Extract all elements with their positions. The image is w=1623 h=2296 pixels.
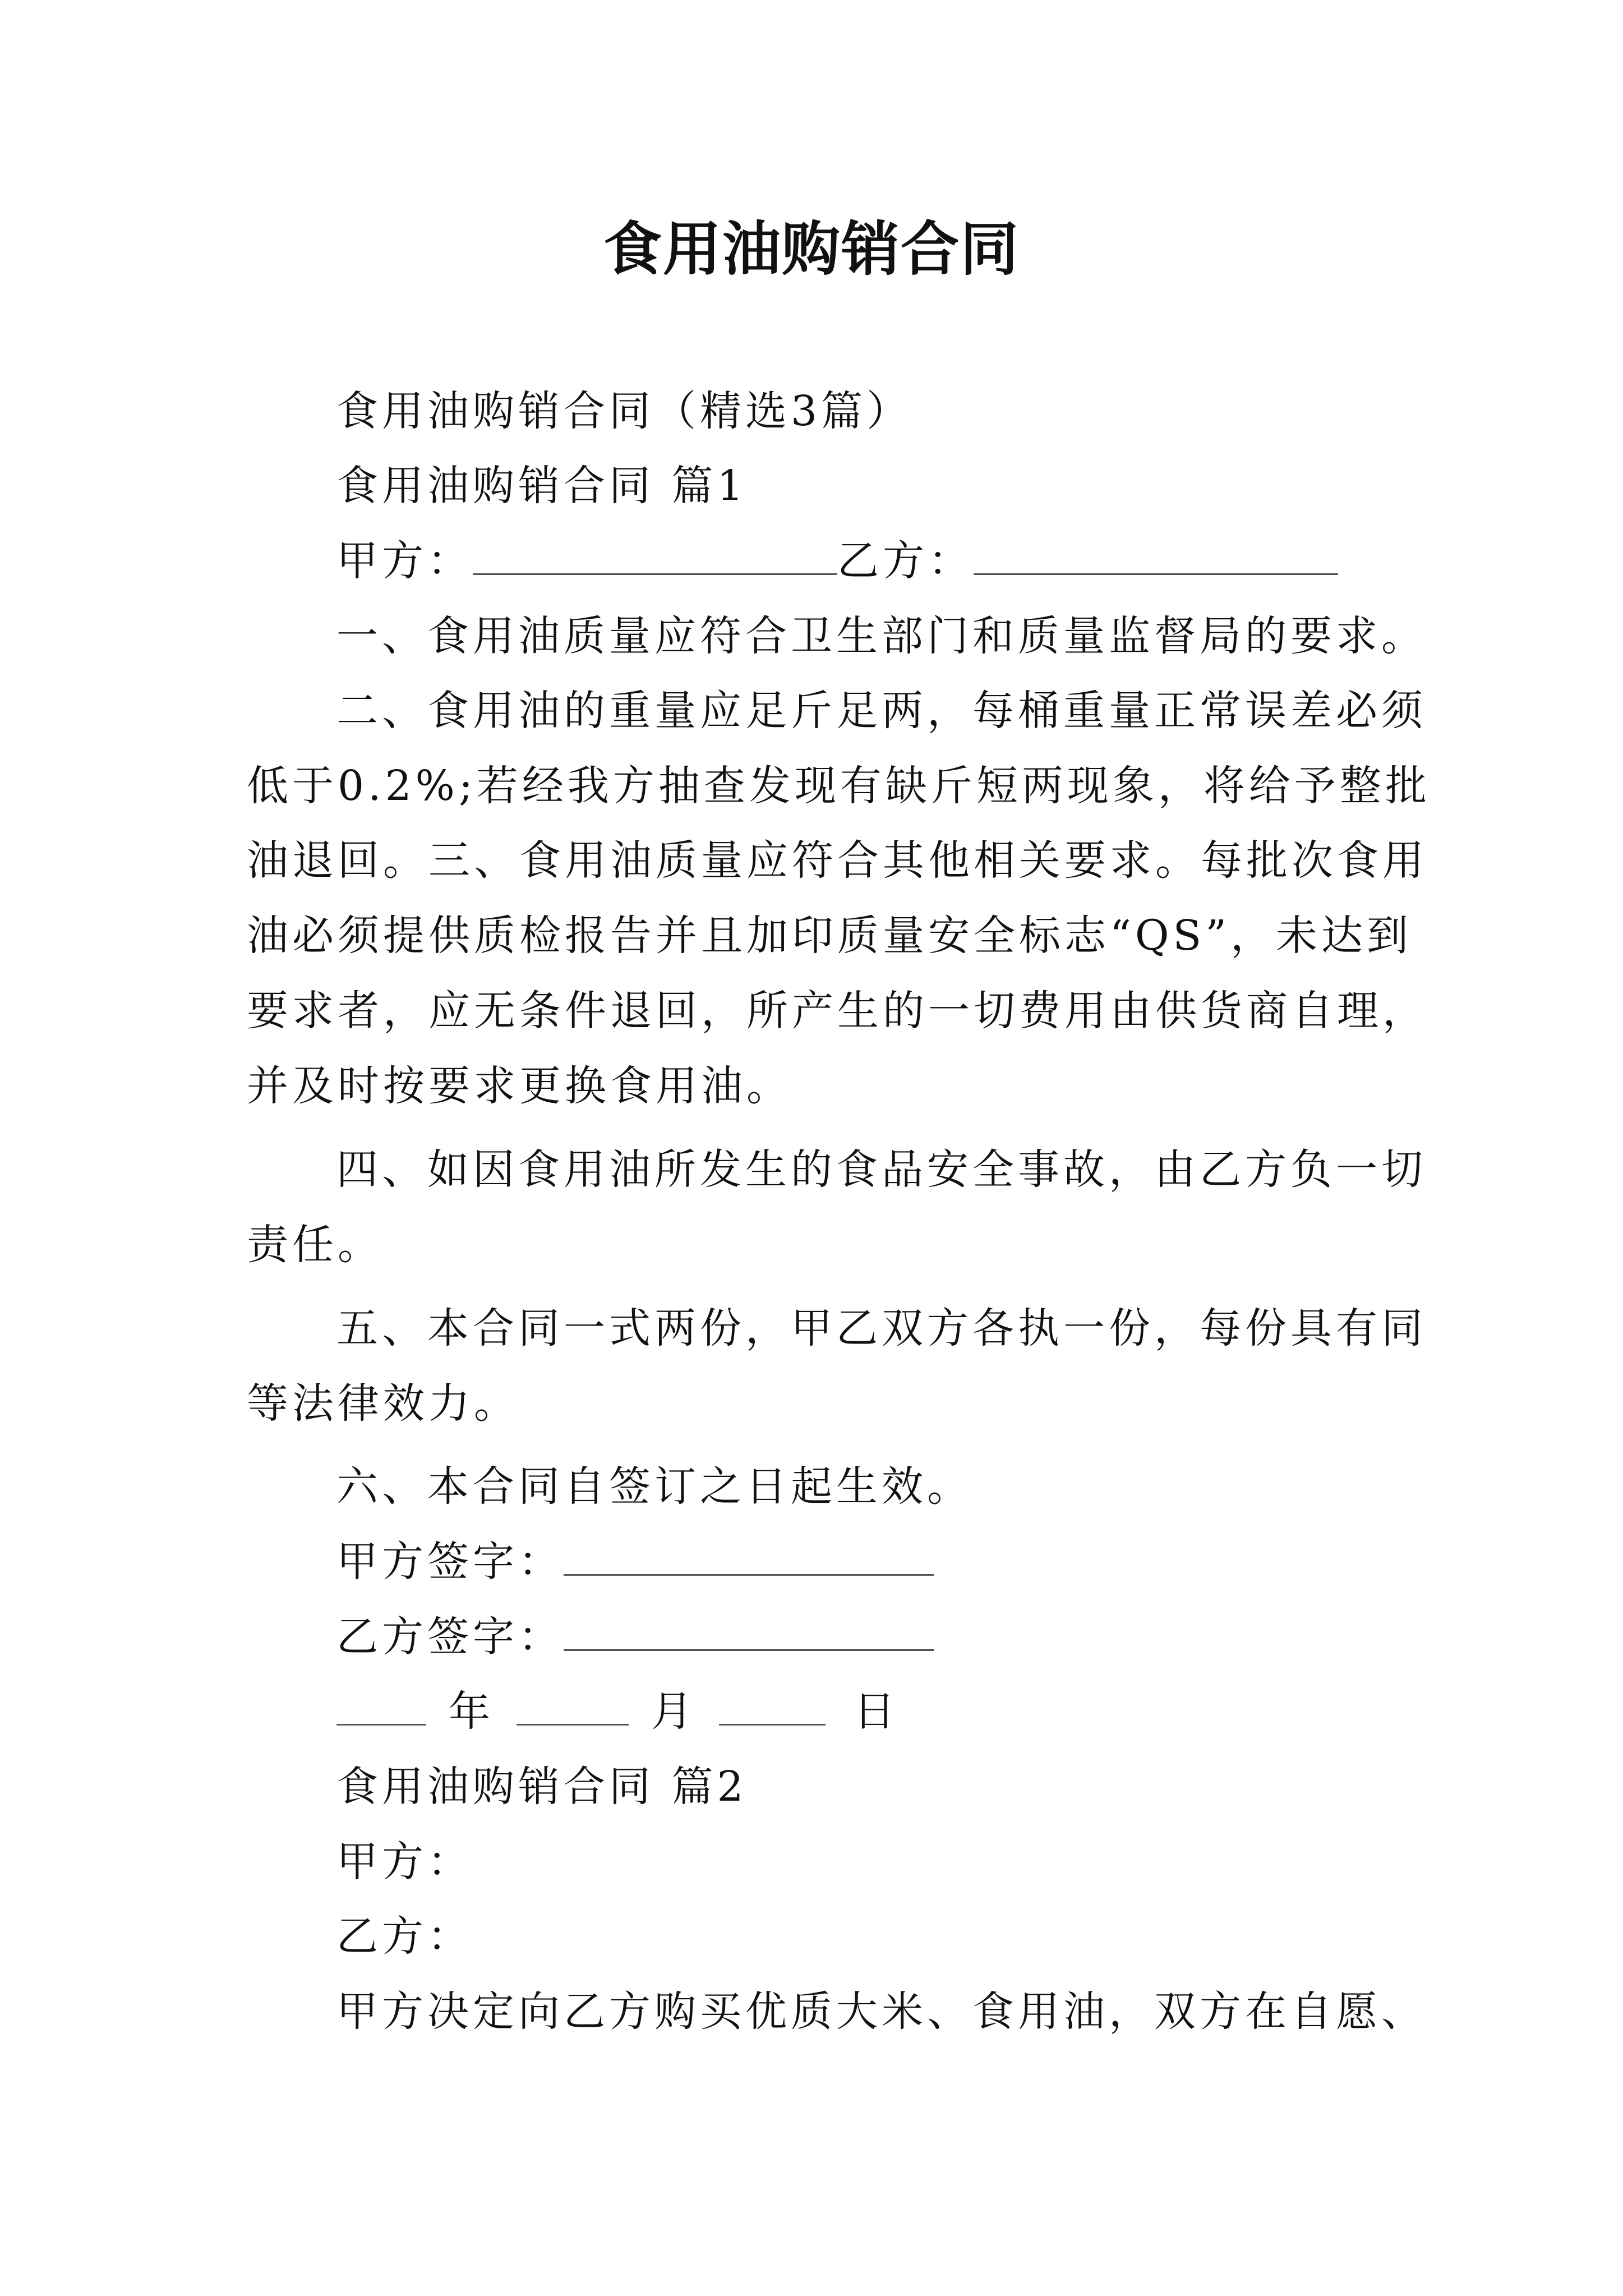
signature-b-blank <box>564 1614 934 1651</box>
document-title: 食用油购销合同 <box>603 215 1020 283</box>
party-b-blank <box>974 539 1338 575</box>
year-blank <box>336 1689 426 1726</box>
clause-4-line-2: 责任。 <box>247 1221 383 1269</box>
part2-intro: 甲方决定向乙方购买优质大米、食用油，双方在自愿、 <box>336 1987 1427 2036</box>
date-line <box>336 1685 899 1738</box>
clause-2-line-3: 油退回。三、食用油质量应符合其他相关要求。每批次食用 <box>247 836 1428 885</box>
signature-b-line <box>336 1610 934 1664</box>
part2-party-b-label: 乙方： <box>336 1912 473 1961</box>
clause-5-line-1: 五、本合同一式两份，甲乙双方各执一份，每份具有同 <box>336 1304 1427 1352</box>
parties-line <box>336 534 1338 588</box>
signature-a-line <box>336 1535 934 1589</box>
subtitle: 食用油购销合同（精选3篇） <box>336 387 912 435</box>
party-b-label: 乙方： <box>837 537 974 585</box>
signature-a-blank <box>564 1539 934 1576</box>
section-heading-2: 食用油购销合同 篇2 <box>336 1763 748 1811</box>
clause-6: 六、本合同自签订之日起生效。 <box>336 1462 972 1511</box>
party-a-blank <box>473 539 837 575</box>
clause-2-line-2: 低于0.2%;若经我方抽查发现有缺斤短两现象，将给予整批 <box>247 762 1431 810</box>
part2-party-a-label: 甲方： <box>336 1838 473 1886</box>
month-blank <box>517 1689 629 1726</box>
clause-1: 一、食用油质量应符合卫生部门和质量监督局的要求。 <box>336 612 1427 660</box>
signature-a-label: 甲方签字： <box>336 1538 564 1586</box>
signature-b-label: 乙方签字： <box>336 1613 564 1661</box>
section-heading-1: 食用油购销合同 篇1 <box>336 462 748 510</box>
clause-2-line-4: 油必须提供质检报告并且加印质量安全标志“QS”，未达到 <box>247 912 1413 960</box>
clause-2-line-1: 二、食用油的重量应足斤足两，每桶重量正常误差必须 <box>336 687 1427 735</box>
month-label: 月 <box>651 1687 697 1736</box>
clause-5-line-2: 等法律效力。 <box>247 1379 519 1428</box>
clause-4-line-1: 四、如因食用油所发生的食品安全事故，由乙方负一切 <box>336 1145 1427 1194</box>
clause-2-line-6: 并及时按要求更换食用油。 <box>247 1062 792 1110</box>
party-a-label: 甲方： <box>336 537 473 585</box>
year-label: 年 <box>449 1687 494 1736</box>
day-blank <box>719 1689 826 1726</box>
clause-2-line-5: 要求者，应无条件退回，所产生的一切费用由供货商自理， <box>247 987 1428 1035</box>
day-label: 日 <box>854 1687 899 1736</box>
